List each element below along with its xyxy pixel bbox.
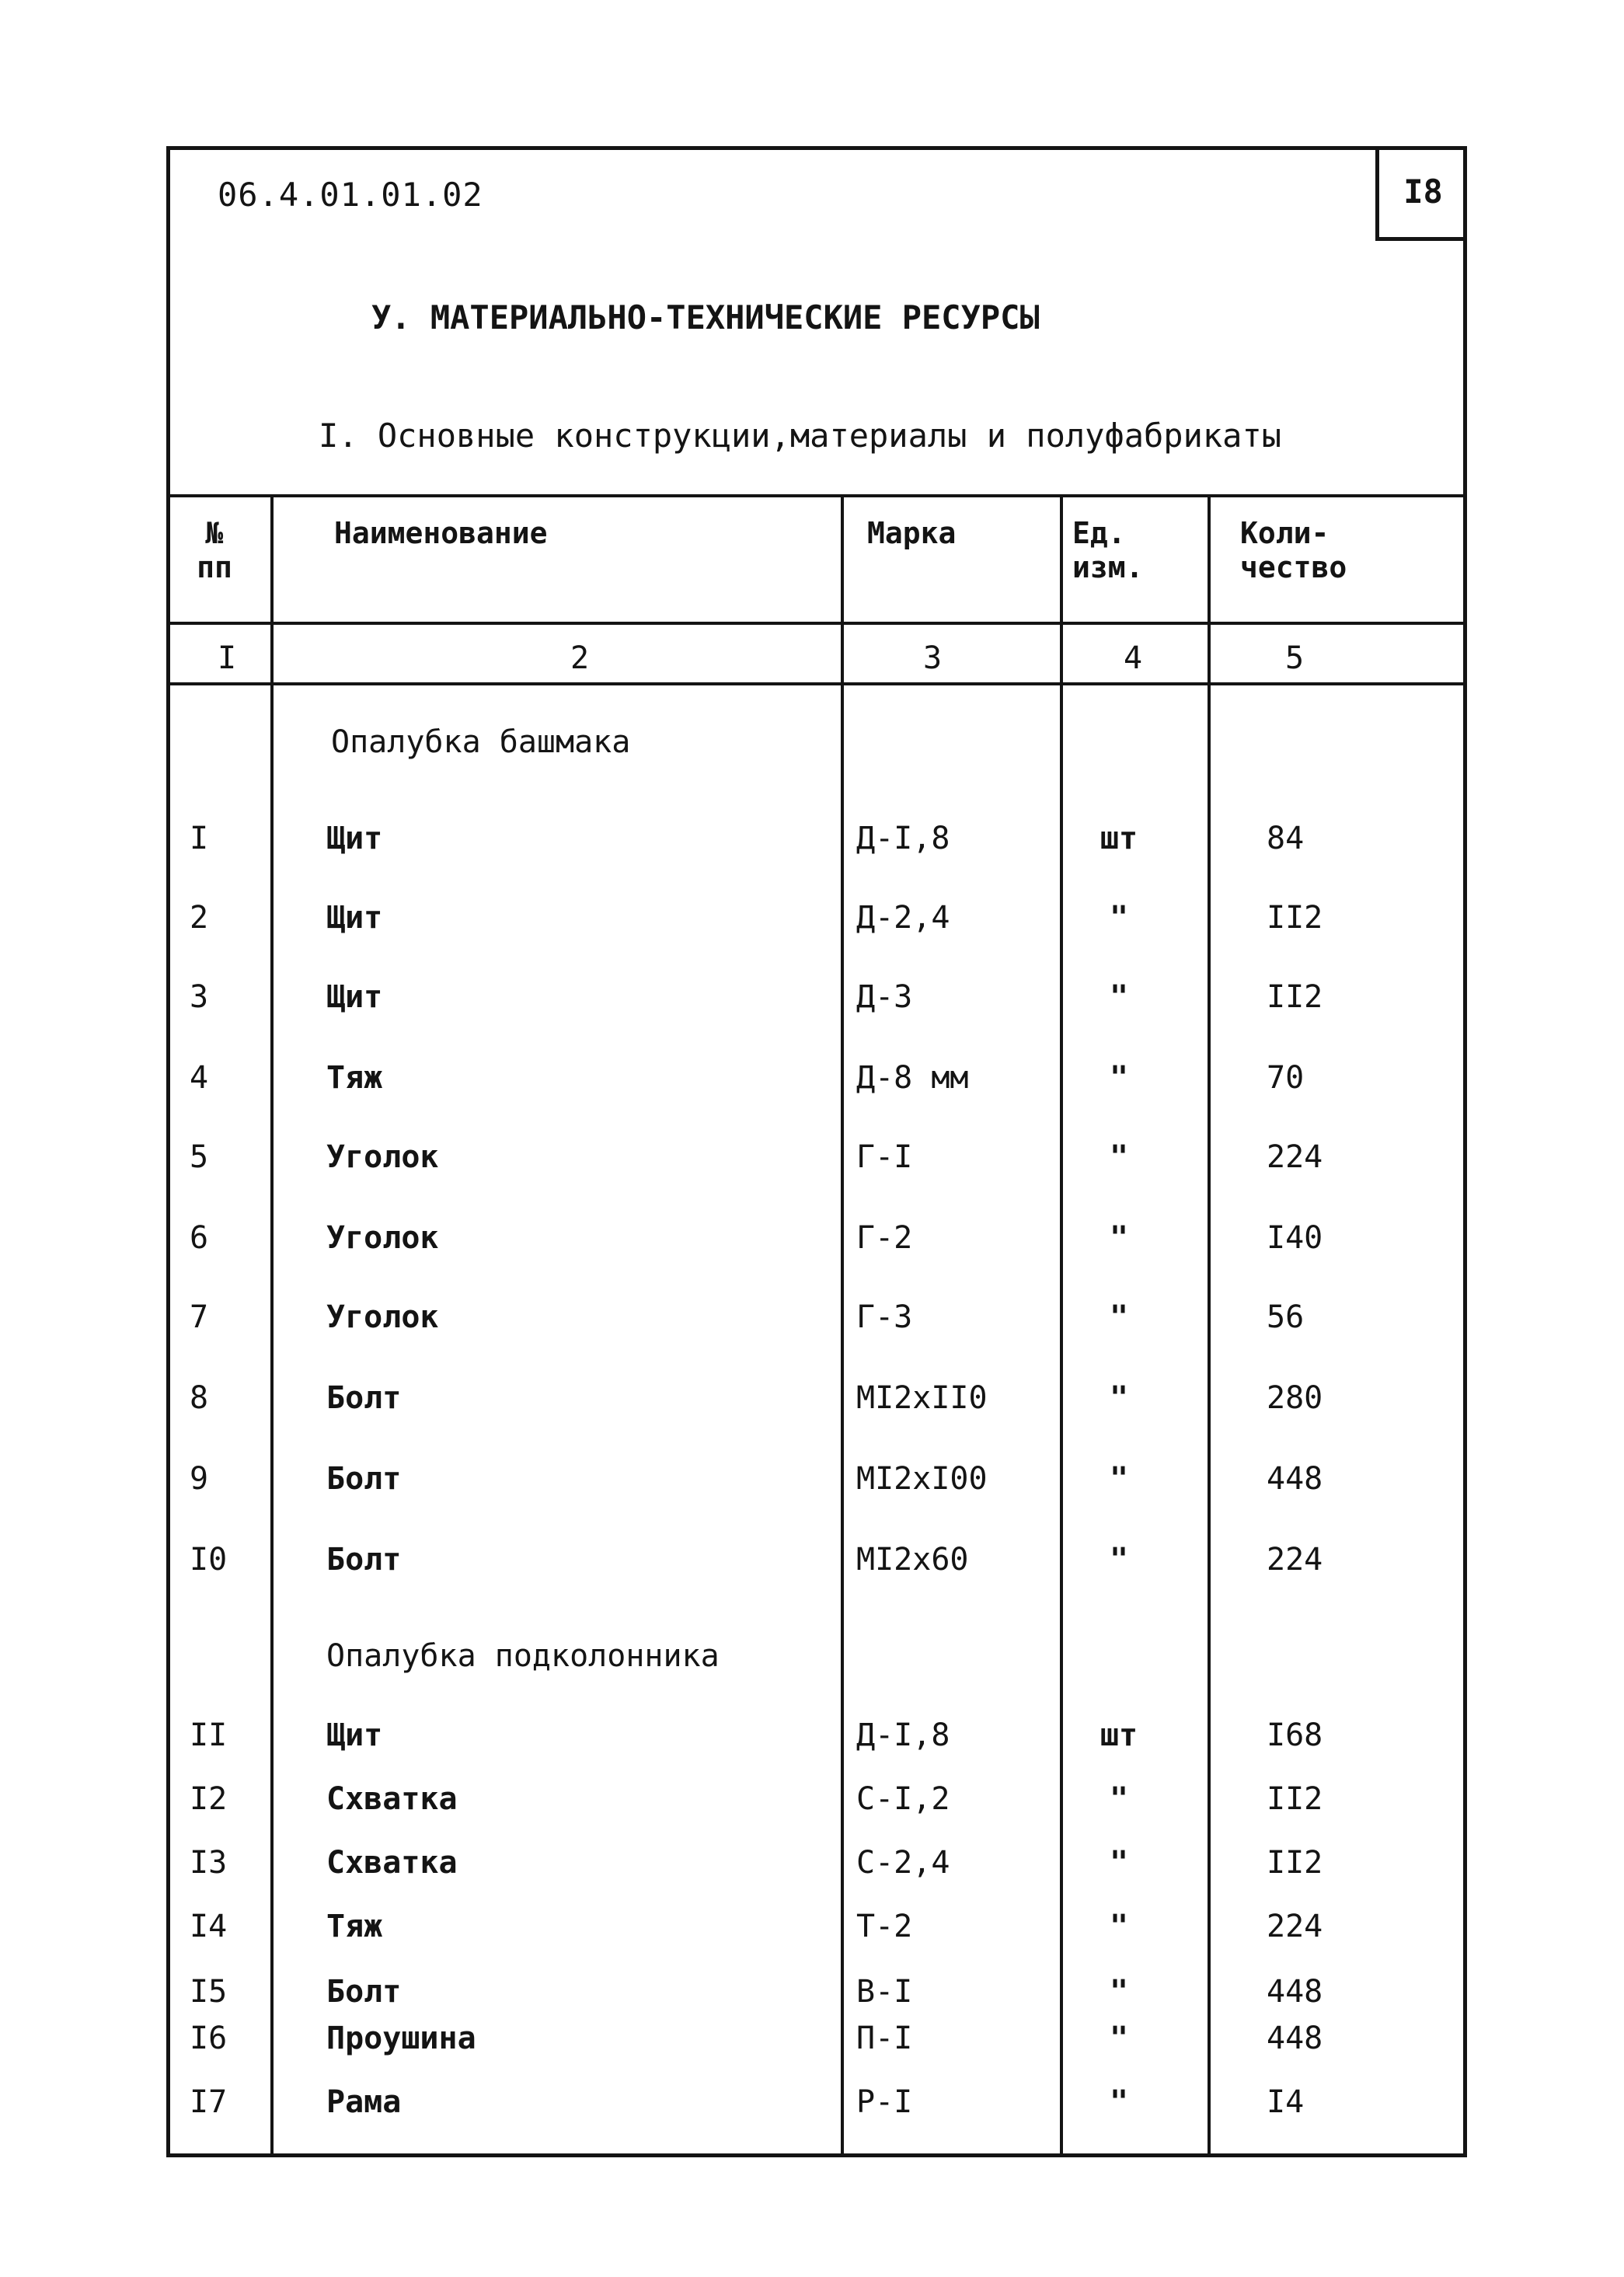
row-name: Тяж [326,1060,383,1096]
row-number: I5 [190,1974,228,2010]
header-name: Наименование [334,516,548,550]
column-number-1: I [217,640,237,676]
column-divider-4 [1208,494,1211,2157]
row-unit: " [1109,1299,1129,1335]
column-divider-1 [270,494,274,2157]
group-title: Опалубка башмака [331,724,631,760]
row-mark: С-I,2 [856,1781,950,1817]
row-name: Болт [326,1380,402,1416]
row-number: 8 [190,1380,209,1416]
row-number: I7 [190,2084,228,2120]
header-unit-line2: изм. [1072,550,1144,584]
row-mark: Г-I [856,1139,913,1175]
header-qty-line1: Коли- [1240,516,1330,550]
row-unit: " [1109,1139,1129,1175]
row-name: Схватка [326,1781,458,1817]
row-qty: 56 [1267,1299,1305,1335]
row-unit: " [1109,2021,1129,2056]
row-name: Уголок [326,1139,439,1175]
row-unit: " [1109,1974,1129,2010]
row-qty: 84 [1267,821,1305,856]
row-qty: 280 [1267,1380,1323,1416]
page-number: I8 [1375,146,1467,241]
row-mark: Д-2,4 [856,900,950,936]
document-code: 06.4.01.01.02 [218,176,483,214]
header-qty-line2: чество [1240,550,1347,584]
row-name: Уголок [326,1299,439,1335]
column-number-3: 3 [922,640,943,676]
row-number: 4 [190,1060,209,1096]
row-qty: 224 [1267,1909,1323,1944]
row-unit: шт [1100,1717,1138,1753]
row-qty: II2 [1267,1845,1323,1881]
column-number-5: 5 [1284,640,1305,676]
row-mark: Г-3 [856,1299,913,1335]
header-num-line2: пп [197,550,232,584]
row-name: Щит [326,979,383,1015]
row-mark: МI2хII0 [856,1380,988,1416]
row-qty: 448 [1267,2021,1323,2056]
row-number: I3 [190,1845,228,1881]
row-number: 6 [190,1220,209,1256]
row-number: I4 [190,1909,228,1944]
row-number: I2 [190,1781,228,1817]
row-name: Болт [326,1461,402,1497]
row-mark: С-2,4 [856,1845,950,1881]
row-mark: Д-I,8 [856,821,950,856]
row-qty: 224 [1267,1542,1323,1578]
row-unit: " [1109,1220,1129,1256]
row-name: Щит [326,1717,383,1753]
row-number: 7 [190,1299,209,1335]
row-mark: Д-8 мм [856,1060,969,1096]
row-unit: " [1109,1060,1129,1096]
row-qty: II2 [1267,900,1323,936]
subsection-title: I. Основные конструкции,материалы и полуфабрикаты [319,417,1282,455]
row-qty: 70 [1267,1060,1305,1096]
row-qty: I68 [1267,1717,1323,1753]
header-unit [1072,516,1144,584]
row-number: 9 [190,1461,209,1497]
row-qty: I4 [1267,2084,1305,2120]
header-num [191,516,238,584]
row-mark: П-I [856,2021,913,2056]
row-name: Щит [326,821,383,856]
row-mark: Г-2 [856,1220,913,1256]
row-unit: " [1109,979,1129,1015]
row-mark: В-I [856,1974,913,2010]
row-name: Щит [326,900,383,936]
header-qty [1240,516,1347,584]
row-number: I0 [190,1542,228,1578]
row-unit: " [1109,1909,1129,1944]
header-mark: Марка [867,516,957,550]
row-number: I6 [190,2021,228,2056]
colnum-bottom-rule [166,682,1467,685]
row-name: Рама [326,2084,402,2120]
row-unit: " [1109,1845,1129,1881]
row-mark: Т-2 [856,1909,913,1944]
row-mark: Д-3 [856,979,913,1015]
row-unit: " [1109,2084,1129,2120]
row-number: I [190,821,209,856]
row-name: Схватка [326,1845,458,1881]
column-divider-3 [1060,494,1063,2157]
column-number-4: 4 [1123,640,1143,676]
row-name: Уголок [326,1220,439,1256]
row-number: 3 [190,979,209,1015]
row-number: 2 [190,900,209,936]
row-mark: Д-I,8 [856,1717,950,1753]
row-unit: " [1109,900,1129,936]
section-title: У. МАТЕРИАЛЬНО-ТЕХНИЧЕСКИЕ РЕСУРСЫ [371,298,1040,336]
table-top-rule [166,494,1467,497]
column-number-2: 2 [570,640,590,676]
header-num-line1: № [205,516,224,550]
row-qty: 224 [1267,1139,1323,1175]
row-unit: " [1109,1461,1129,1497]
row-unit: " [1109,1380,1129,1416]
row-mark: Р-I [856,2084,913,2120]
row-name: Болт [326,1542,402,1578]
row-unit: " [1109,1542,1129,1578]
row-qty: 448 [1267,1461,1323,1497]
row-number: II [190,1717,228,1753]
row-name: Проушина [326,2021,476,2056]
row-qty: I40 [1267,1220,1323,1256]
row-unit: шт [1100,821,1138,856]
row-qty: II2 [1267,979,1323,1015]
column-divider-2 [841,494,844,2157]
row-mark: МI2хI00 [856,1461,988,1497]
row-name: Тяж [326,1909,383,1944]
row-unit: " [1109,1781,1129,1817]
header-unit-line1: Ед. [1072,516,1126,550]
row-mark: МI2х60 [856,1542,969,1578]
header-bottom-rule [166,622,1467,625]
row-name: Болт [326,1974,402,2010]
row-qty: II2 [1267,1781,1323,1817]
group-title: Опалубка подколонника [326,1638,720,1674]
row-number: 5 [190,1139,209,1175]
row-qty: 448 [1267,1974,1323,2010]
